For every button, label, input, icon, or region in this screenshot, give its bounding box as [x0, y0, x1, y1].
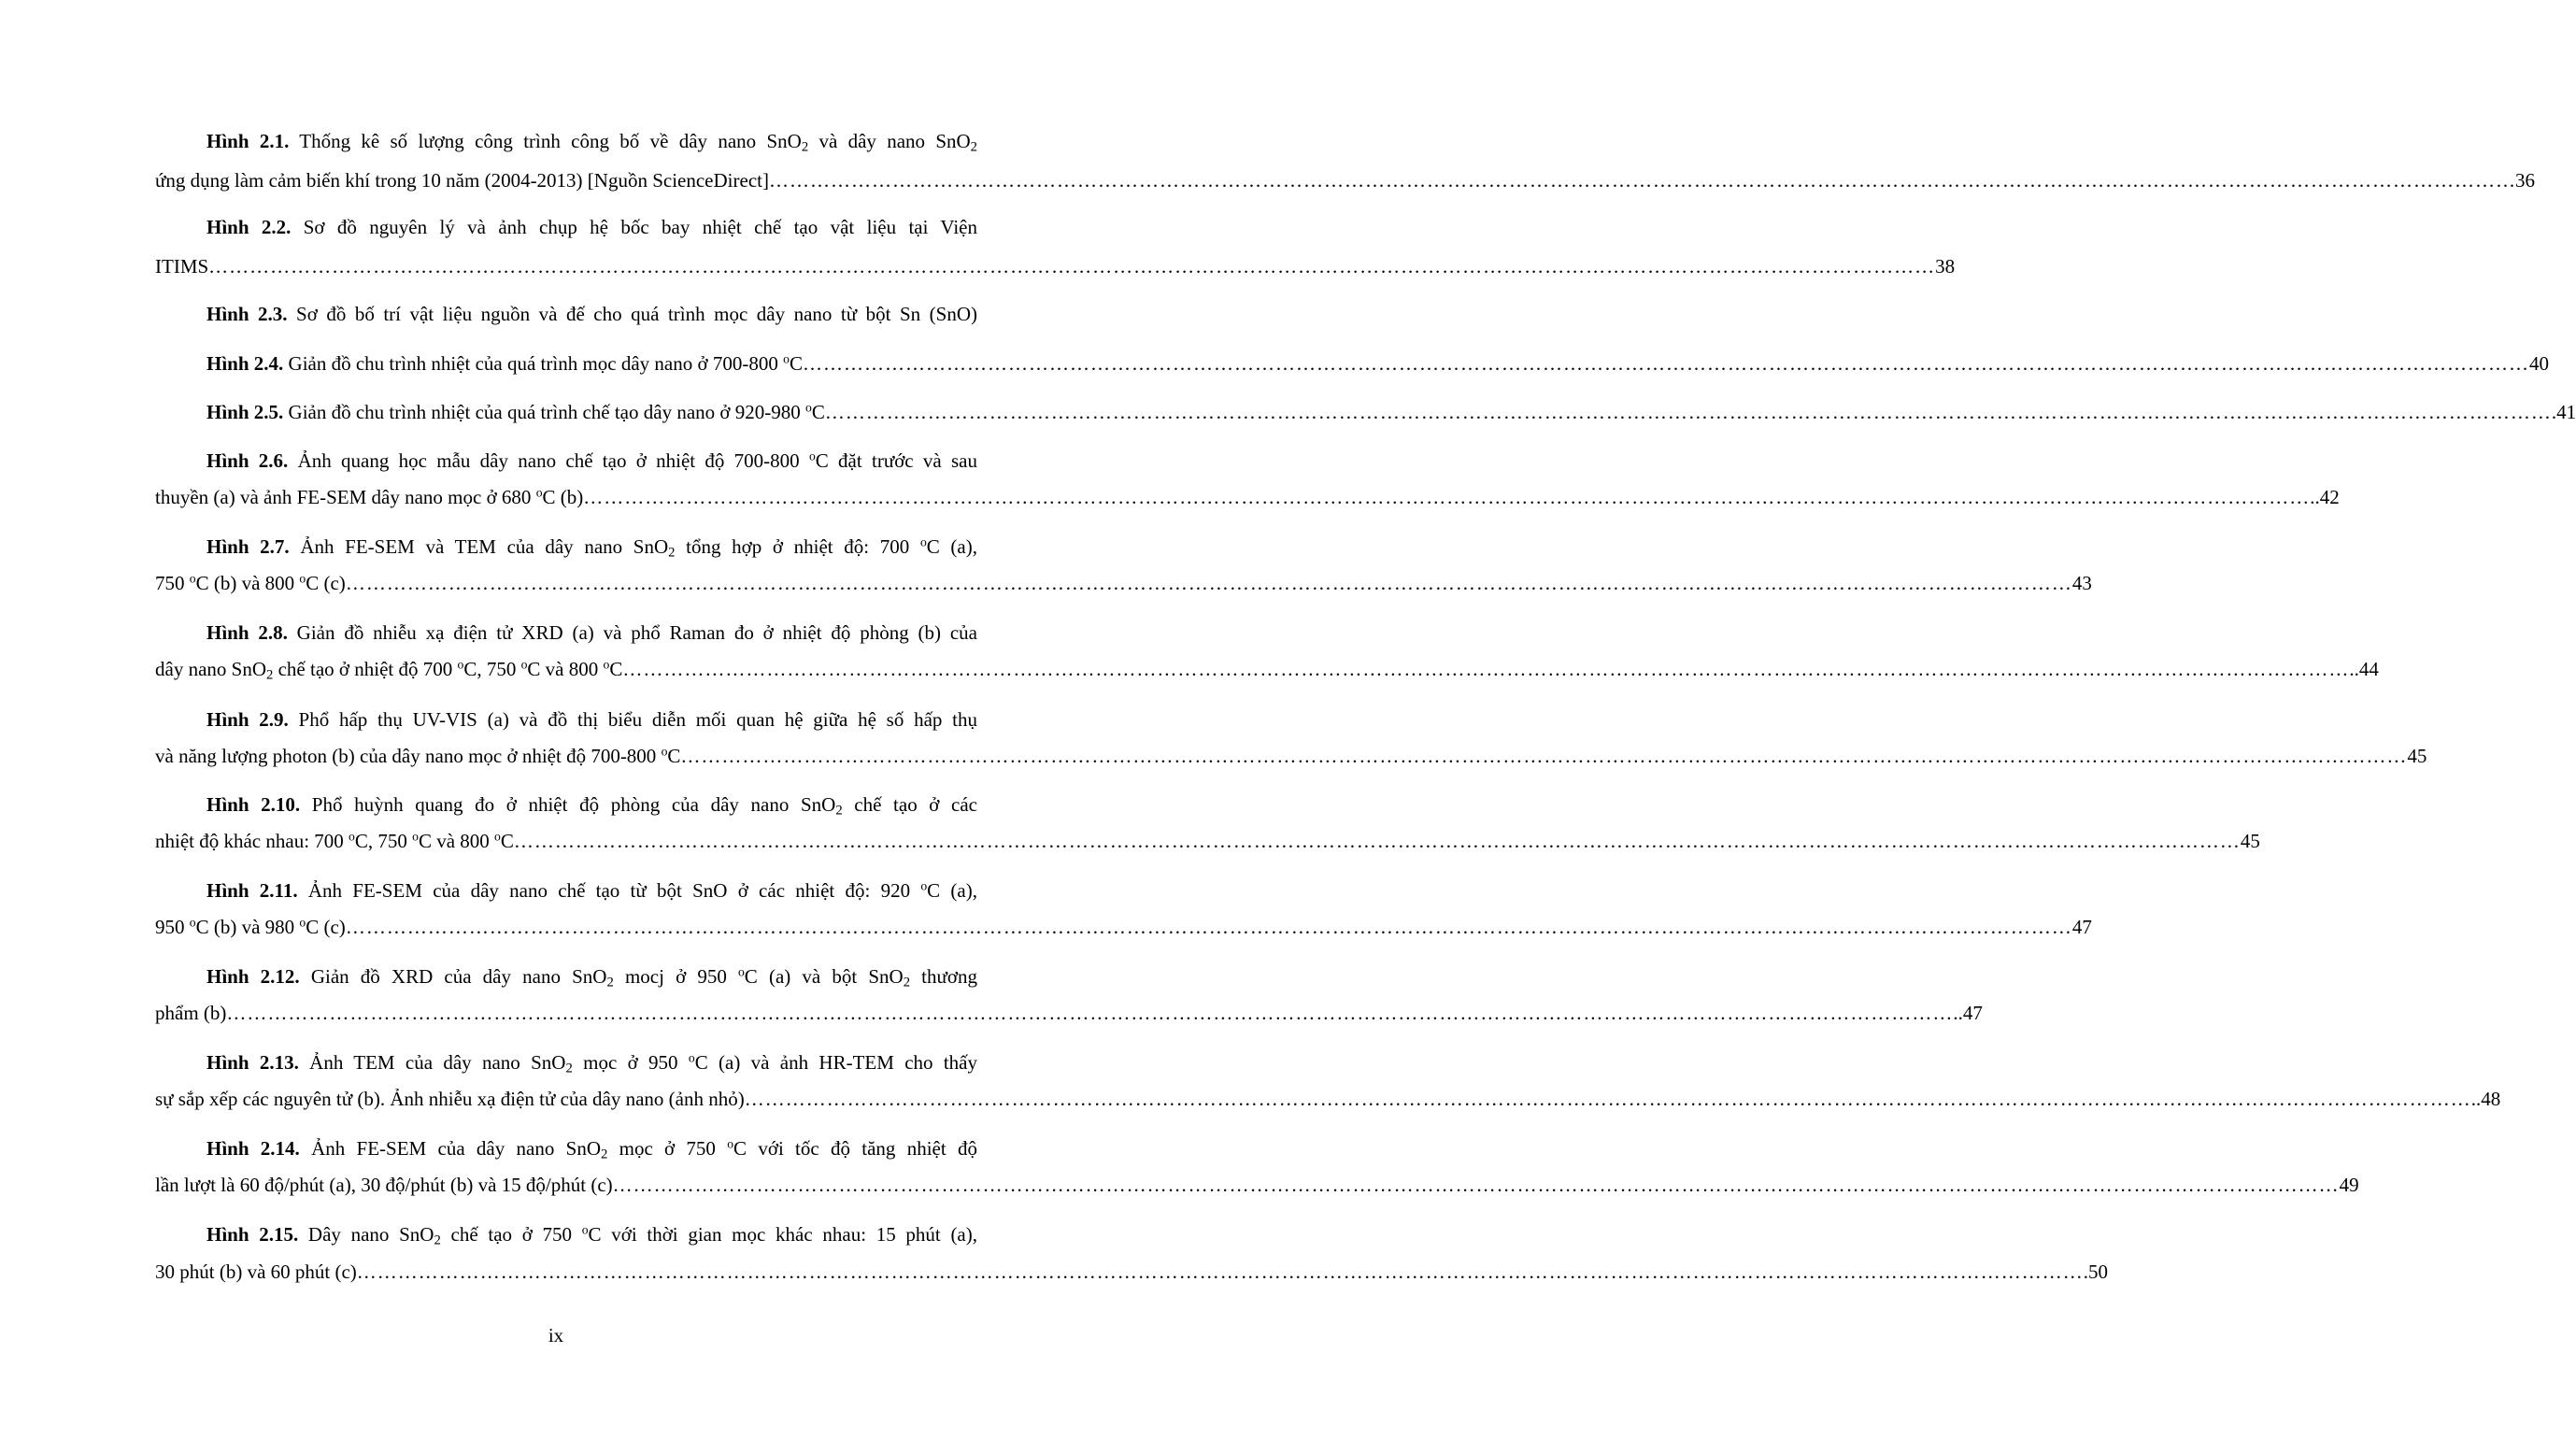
entry-line-2: sự sắp xếp các nguyên tử (b). Ảnh nhiễu xạ điện tử của dây nano (ảnh nhỏ) ……………………………………………………………………………………………………………………………………………………………………………………………………………………………… ..48: [155, 1085, 977, 1113]
dot-leader: ………………………………………………………………………………………………………………………………………………………………………………………………………………………………: [768, 169, 2496, 192]
dot-leader: ………………………………………………………………………………………………………………………………………………………………………………………………………………………………: [583, 486, 2311, 508]
entry-line-1: Hình 2.10. Phổ huỳnh quang đo ở nhiệt độ phòng của dây nano SnO$_2$ chế tạo ở các: [206, 793, 977, 819]
figure-label: Hình 2.2.: [206, 216, 292, 238]
figure-label: Hình 2.10.: [206, 793, 301, 816]
page-ref: ..47: [1953, 1002, 1983, 1024]
dot-leader: ………………………………………………………………………………………………………………………………………………………………………………………………………………………………: [622, 658, 2350, 680]
page-ref: 40: [2528, 352, 2549, 375]
figure-label: Hình 2.6.: [206, 449, 289, 472]
entry-line-1: Hình 2.11. Ảnh FE-SEM của dây nano chế tạo từ bột SnO ở các nhiệt độ: 920 $^o$C (a),: [206, 878, 977, 902]
dot-leader: ………………………………………………………………………………………………………………………………………………………………………………………………………………………………: [356, 1261, 2084, 1283]
dot-leader: ………………………………………………………………………………………………………………………………………………………………………………………………………………………………: [802, 352, 2529, 375]
dot-leader: ………………………………………………………………………………………………………………………………………………………………………………………………………………………………: [345, 572, 2072, 594]
figure-label: Hình 2.5.: [206, 401, 284, 423]
page-ref: ..42: [2310, 486, 2340, 508]
entry-line-1: Hình 2.15. Dây nano SnO$_2$ chế tạo ở 750 $^o$C với thời gian mọc khác nhau: 15 phút (a),: [206, 1222, 978, 1248]
entry-line-2: dây nano SnO$_2$ chế tạo ở nhiệt độ 700 $^o$C, 750 $^o$C và 800 $^o$C ……………………………………………………………………………………………………………………………………………………………………………………………………………………………… ..44: [155, 655, 977, 683]
page-ref: ..48: [2470, 1088, 2501, 1110]
page-ref: 38: [1935, 255, 1956, 278]
figure-label: Hình 2.1.: [206, 130, 290, 152]
entry-line-2: 30 phút (b) và 60 phút (c) ……………………………………………………………………………………………………………………………………………………………………………………………………………………………… .50: [155, 1258, 977, 1286]
figure-label: Hình 2.12.: [206, 965, 300, 988]
entry-line-1: Hình 2.3. Sơ đồ bố trí vật liệu nguồn và đế cho quá trình mọc dây nano từ bột Sn (SnO): [206, 303, 977, 325]
entry-line-1: Hình 2.14. Ảnh FE-SEM của dây nano SnO$_2$ mọc ở 750 $^o$C với tốc độ tăng nhiệt độ: [206, 1136, 977, 1162]
figure-label: Hình 2.13.: [206, 1051, 299, 1074]
entry-line-1: Hình 2.5. Giản đồ chu trình nhiệt của quá trình chế tạo dây nano ở 920-980 $^o$C ……………………………………………………………………………………………………………………………………………………………………………………………………………………………… .41: [155, 398, 977, 426]
page-ref: 45: [2407, 745, 2427, 767]
entry-line-1: Hình 2.6. Ảnh quang học mẫu dây nano chế tạo ở nhiệt độ 700-800 $^o$C đặt trước và sau: [206, 449, 977, 472]
entry-line-2: ITIMS ……………………………………………………………………………………………………………………………………………………………………………………………………………………………… 38: [155, 252, 977, 280]
page-ref: 45: [2240, 830, 2260, 852]
figure-label: Hình 2.15.: [206, 1223, 299, 1246]
page-ref: ..44: [2349, 658, 2379, 680]
entry-line-1: Hình 2.1. Thống kê số lượng công trình công bố về dây nano SnO$_2$ và dây nano SnO$_2$: [206, 130, 978, 155]
page-ref: .50: [2083, 1261, 2109, 1283]
entry-line-2: ứng dụng làm cảm biến khí trong 10 năm (2004-2013) [Nguồn ScienceDirect] ……………………………………………………………………………………………………………………………………………………………………………………………………………………………… …36: [155, 166, 977, 194]
page-ref: 49: [2339, 1174, 2359, 1196]
entry-line-2: lần lượt là 60 độ/phút (a), 30 độ/phút (b) và 15 độ/phút (c) ……………………………………………………………………………………………………………………………………………………………………………………………………………………………… 49: [155, 1171, 977, 1199]
page-ref: 43: [2071, 572, 2092, 594]
figure-label: Hình 2.11.: [206, 879, 298, 902]
entry-line-2: phẩm (b) ……………………………………………………………………………………………………………………………………………………………………………………………………………………………… ..47: [155, 999, 977, 1027]
page-ref: …36: [2495, 169, 2535, 192]
dot-leader: ………………………………………………………………………………………………………………………………………………………………………………………………………………………………: [513, 830, 2241, 852]
entry-line-1: Hình 2.9. Phổ hấp thụ UV-VIS (a) và đồ thị biểu diễn mối quan hệ giữa hệ số hấp thụ: [206, 708, 977, 731]
entry-line-1: Hình 2.7. Ảnh FE-SEM và TEM của dây nano SnO$_2$ tổng hợp ở nhiệt độ: 700 $^o$C (a),: [206, 534, 977, 561]
dot-leader: ………………………………………………………………………………………………………………………………………………………………………………………………………………………………: [824, 401, 2552, 423]
entry-line-2: thuyền (a) và ảnh FE-SEM dây nano mọc ở 680 $^o$C (b) ……………………………………………………………………………………………………………………………………………………………………………………………………………………………… ..42: [155, 483, 977, 511]
dot-leader: ………………………………………………………………………………………………………………………………………………………………………………………………………………………………: [226, 1002, 1954, 1024]
entry-line-1: Hình 2.2. Sơ đồ nguyên lý và ảnh chụp hệ bốc bay nhiệt chế tạo vật liệu tại Viện: [206, 216, 977, 238]
entry-line-1: Hình 2.13. Ảnh TEM của dây nano SnO$_2$ mọc ở 950 $^o$C (a) và ảnh HR-TEM cho thấy: [206, 1050, 977, 1076]
page-number: ix: [548, 1324, 564, 1346]
page-ref: .41: [2551, 401, 2576, 423]
dot-leader: ………………………………………………………………………………………………………………………………………………………………………………………………………………………………: [208, 255, 1936, 278]
dot-leader: ………………………………………………………………………………………………………………………………………………………………………………………………………………………………: [345, 916, 2072, 938]
entry-line-1: Hình 2.8. Giản đồ nhiễu xạ điện tử XRD (a) và phổ Raman đo ở nhiệt độ phòng (b) của: [206, 621, 978, 644]
figure-label: Hình 2.14.: [206, 1137, 300, 1160]
figure-label: Hình 2.9.: [206, 708, 289, 731]
dot-leader: ………………………………………………………………………………………………………………………………………………………………………………………………………………………………: [744, 1088, 2471, 1110]
figure-label: Hình 2.4.: [206, 352, 284, 375]
entry-line-2: nhiệt độ khác nhau: 700 $^o$C, 750 $^o$C và 800 $^o$C ……………………………………………………………………………………………………………………………………………………………………………………………………………………………… 45: [155, 827, 977, 855]
entry-line-2: 950 $^o$C (b) và 980 $^o$C (c) ……………………………………………………………………………………………………………………………………………………………………………………………………………………………… 47: [155, 913, 977, 941]
figure-label: Hình 2.3.: [206, 303, 288, 325]
figure-label: Hình 2.8.: [206, 621, 288, 644]
entry-line-2: 750 $^o$C (b) và 800 $^o$C (c) ……………………………………………………………………………………………………………………………………………………………………………………………………………………………… 43: [155, 569, 977, 597]
entry-line-1: Hình 2.4. Giản đồ chu trình nhiệt của quá trình mọc dây nano ở 700-800 $^o$C ……………………………………………………………………………………………………………………………………………………………………………………………………………………………… 40: [155, 349, 977, 378]
dot-leader: ………………………………………………………………………………………………………………………………………………………………………………………………………………………………: [680, 745, 2408, 767]
entry-line-1: Hình 2.12. Giản đồ XRD của dây nano SnO$_2$ mocj ở 950 $^o$C (a) và bột SnO$_2$ thương: [206, 964, 977, 990]
page-ref: 47: [2071, 916, 2092, 938]
figure-label: Hình 2.7.: [206, 535, 290, 558]
entry-line-2: và năng lượng photon (b) của dây nano mọc ở nhiệt độ 700-800 $^o$C ……………………………………………………………………………………………………………………………………………………………………………………………………………………………… 45: [155, 742, 977, 770]
dot-leader: ………………………………………………………………………………………………………………………………………………………………………………………………………………………………: [612, 1174, 2340, 1196]
